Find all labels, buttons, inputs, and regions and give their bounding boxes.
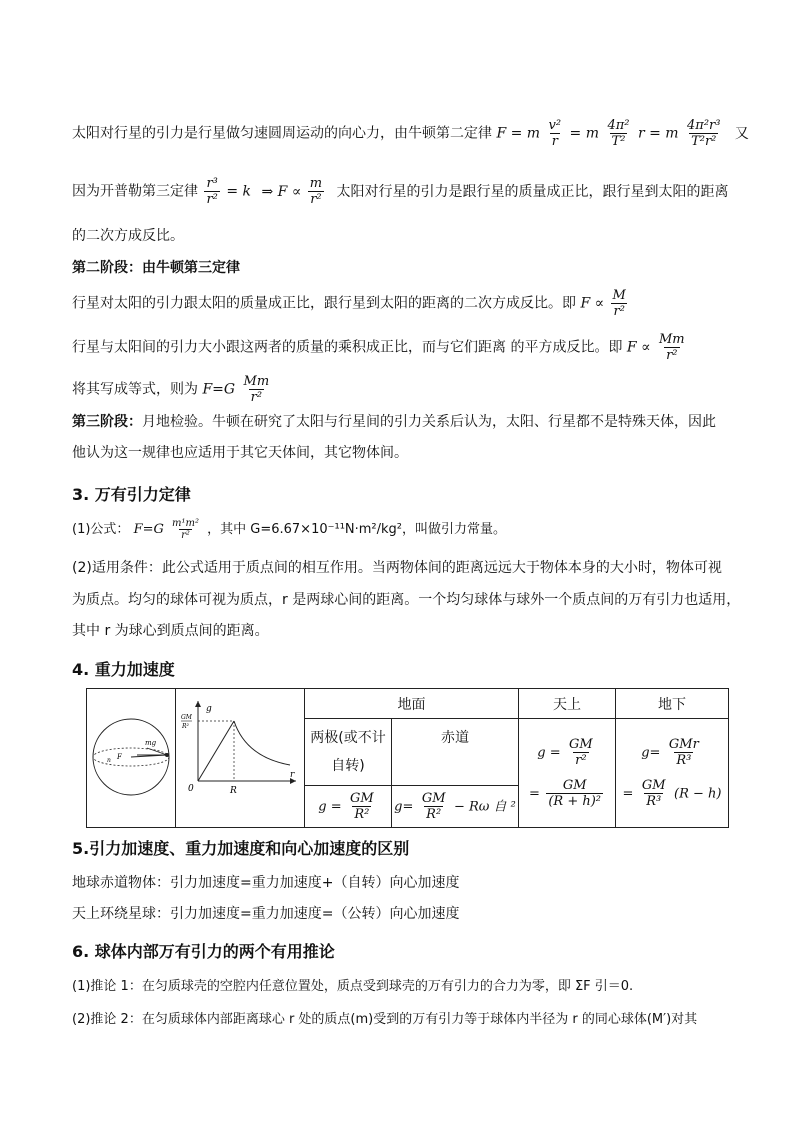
stage2-line3-math: F=G [202, 381, 236, 398]
section3-heading: 3. 万有引力定律 [72, 485, 191, 504]
graph-R-label: R [230, 786, 237, 796]
equator-formula-cell [392, 786, 519, 828]
section6-heading: 6. 球体内部万有引力的两个有用推论 [72, 942, 335, 961]
stage2-line1-text: 行星对太阳的引力跟太阳的质量成正比，跟行星到太阳的距离的二次方成反比。即 [72, 295, 576, 312]
header-sky: 天上 [519, 689, 616, 719]
fraction-M-r2: $\frac{M}{\text{r²}}$ [612, 288, 626, 319]
stage2-line1-math: F ∝ [580, 295, 605, 312]
sphere-n-label: n [107, 757, 111, 764]
equator-lhs: g= [394, 799, 414, 815]
stage3-line2: 他认为这一规律也应适用于其它天体间，其它物体间。 [72, 445, 408, 461]
section6-item1: (1)推论 1：在匀质球壳的空腔内任意位置处，质点受到球壳的万有引力的合力为零，即 ΣF 引＝0. [72, 979, 634, 994]
sky-f1-frac: $\frac{GM}{\text{r²}}$ [569, 737, 593, 768]
fraction-4pi2-T2: $\frac{\text{4π²}}{\text{T²}}$ [607, 118, 630, 149]
g-vs-r-graph [176, 689, 304, 823]
poles-formula-cell [305, 786, 392, 828]
fraction-m-r2: $\frac{m}{\text{r²}}$ [309, 176, 323, 207]
under-f2-tail: (R − h) [674, 786, 722, 802]
section3-cond3: 其中 r 为球心到质点间的距离。 [72, 623, 269, 639]
para1-line [72, 118, 749, 149]
sky-formula-cell [519, 719, 616, 828]
fraction-4pi2r3-T2r2: $\frac{\text{4π²r³}}{\text{T²r²}}$ [687, 118, 721, 149]
fraction-Mm-r2-eq: $\frac{Mm}{\text{r²}}$ [243, 374, 270, 405]
stage2-line3-text: 将其写成等式，则为 [72, 381, 198, 398]
fraction-Mm-r2: $\frac{Mm}{\text{r²}}$ [659, 332, 685, 363]
section5-line1: 地球赤道物体：引力加速度=重力加速度+（自转）向心加速度 [72, 875, 460, 891]
stage3-title: 第三阶段： [72, 414, 142, 430]
under-f1-lhs: g= [641, 745, 661, 761]
section3-formula [72, 518, 506, 541]
under-f2-frac: $\frac{GM}{\text{R³}}$ [641, 778, 666, 809]
sphere-diagram-cell [87, 689, 176, 828]
header-ground: 地面 [305, 689, 519, 719]
section3-cond1: (2)适用条件：此公式适用于质点间的相互作用。当两物体间的距离远远大于物体本身的大小时，物体可视 [72, 560, 722, 576]
formula-math: F=G [133, 522, 164, 537]
section4-heading: 4. 重力加速度 [72, 660, 175, 679]
para2-text2: 太阳对行星的引力是跟行星的质量成正比，跟行星到太阳的距离 [336, 183, 729, 200]
section5-heading: 5.引力加速度、重力加速度和向心加速度的区别 [72, 839, 410, 858]
fraction-m1m2-r2: $\frac{\text{m¹m²}}{\text{r²}}$ [172, 518, 199, 541]
sky-f2-lhs: = [528, 786, 540, 802]
formula-eq1: = m [569, 125, 600, 142]
sky-f2-frac: $\frac{GM}{\text{(R + h)²}}$ [548, 778, 602, 809]
graph-yval-num: GM [181, 714, 192, 721]
fraction-v2-r: $\frac{\text{v²}}{r}$ [548, 118, 562, 149]
under-formula-1 [616, 737, 728, 768]
para2-line [72, 176, 729, 207]
para2-text1: 因为开普勒第三定律 [72, 183, 198, 200]
graph-origin-label: 0 [188, 784, 194, 794]
formula-lhs: F = m [496, 125, 541, 142]
stage2-line1 [72, 288, 630, 319]
header-underground: 地下 [616, 689, 729, 719]
stage2-line2-math: F ∝ [626, 339, 651, 356]
implies-proportional: ⇒ F ∝ [261, 183, 302, 200]
graph-yval-den: R² [182, 723, 189, 730]
fraction-r3-r2: $\frac{\text{r³}}{\text{r²}}$ [206, 176, 218, 207]
stage3-text: 月地检验。牛顿在研究了太阳与行星间的引力关系后认为，太阳、行星都不是特殊天体，因此 [142, 414, 716, 430]
stage2-line2 [72, 332, 689, 363]
stage2-title: 第二阶段：由牛顿第三定律 [72, 260, 240, 276]
sky-formula-2 [519, 778, 615, 809]
equator-frac: $\frac{GM}{\text{R²}}$ [421, 791, 446, 822]
equator-label: 赤道 [392, 719, 519, 786]
stage2-line2-text: 行星与太阳间的引力大小跟这两者的质量的乘积成正比，而与它们距离 的平方成反比。即 [72, 339, 623, 356]
graph-g-label: g [206, 704, 212, 714]
sphere-F-label: F [117, 753, 122, 761]
section5-line2: 天上环绕星球：引力加速度=重力加速度=（公转）向心加速度 [72, 906, 460, 922]
graph-cell [176, 689, 305, 828]
gravity-acceleration-table [86, 688, 729, 828]
para1-tail: 又 [734, 125, 749, 142]
section3-cond2: 为质点。均匀的球体可视为质点，r 是两球心间的距离。一个均匀球体与球外一个质点间的万有引力也适用， [72, 592, 741, 608]
sky-formula-1 [519, 737, 615, 768]
under-f1-frac: $\frac{\text{GMr}}{\text{R³}}$ [668, 737, 699, 768]
para1-text: 太阳对行星的引力是行星做匀速圆周运动的向心力，由牛顿第二定律 [72, 125, 492, 142]
under-formula-2 [616, 778, 728, 809]
sphere-mg-label: mg [145, 739, 157, 747]
graph-r-label: r [290, 770, 295, 780]
stage3-line1 [72, 412, 716, 432]
poles-lhs: g = [318, 799, 342, 815]
under-f2-lhs: = [622, 786, 634, 802]
sphere-diagram [87, 689, 175, 823]
equator-tail: − Rω 自 ² [453, 799, 516, 815]
poles-label: 两极(或不计自转) [305, 719, 392, 786]
formula-eq2: r = m [637, 125, 679, 142]
stage2-line3 [72, 374, 273, 405]
underground-formula-cell [616, 719, 729, 828]
formula-prefix: (1)公式： [72, 522, 130, 537]
section6-item2: (2)推论 2：在匀质球体内部距离球心 r 处的质点(m)受到的万有引力等于球体内半径为 r 的同心球体(M′)对其 [72, 1012, 698, 1027]
formula-suffix: ，其中 G=6.67×10⁻¹¹N·m²/kg²，叫做引力常量。 [207, 522, 507, 537]
para3-line: 的二次方成反比。 [72, 228, 184, 244]
sky-f1-lhs: g = [537, 745, 561, 761]
kepler-eq: = k [226, 183, 252, 200]
poles-frac: $\frac{GM}{\text{R²}}$ [350, 791, 374, 822]
